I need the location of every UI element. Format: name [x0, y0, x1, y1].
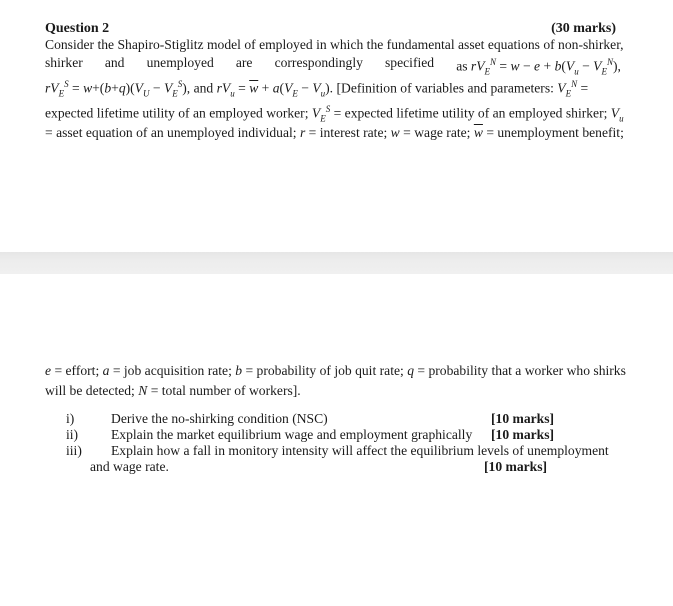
item-text-continued: and wage rate. [90, 459, 169, 474]
paragraph-line-7: will be detected; N = total number of workers]. [45, 383, 301, 398]
paragraph-line-5: = asset equation of an unemployed individual; r = interest rate; w = wage rate; $\overline{w}$ = unemployment benefit; [45, 125, 624, 140]
paragraph-line-1: Consider the Shapiro-Stiglitz model of employed in which the fundamental asset equations of non-shirker, [45, 37, 624, 52]
item-text: Explain how a fall in monitory intensity will affect the equilibrium levels of unemployment [111, 443, 609, 458]
item-number: ii) [66, 427, 79, 442]
question-marks: (30 marks) [551, 21, 616, 36]
item-number: i) [66, 411, 75, 426]
paragraph-line-6: e = effort; a = job acquisition rate; b = probability of job quit rate; q = probability that a worker who shirks [45, 363, 626, 378]
word: specified [385, 55, 435, 70]
item-marks: [10 marks] [484, 459, 548, 474]
question-header [45, 21, 620, 37]
word: shirker [45, 55, 83, 70]
question-title: Question 2 [45, 21, 110, 36]
paragraph-line-4: expected lifetime utility of an employed worker; $V_E^S$ = expected lifetime utility of an employed shirker; $V_u$ [45, 104, 624, 124]
word: correspondingly [274, 55, 363, 70]
item-marks: [10 marks] [491, 427, 555, 442]
document-page-2 [0, 274, 673, 606]
page-separator [0, 252, 673, 274]
item-number: iii) [66, 443, 82, 458]
word: are [235, 55, 253, 70]
paragraph-line-3: $rV_E^S = w+(b+q)(V_U - V_E^S)$, and $rV_u = \overline{w} + a(V_E - V_u)$. [Definition of variables and parameters: $V_E^N$ = [45, 79, 589, 99]
item-text: Derive the no-shirking condition (NSC) [111, 411, 328, 426]
document-page-1 [0, 0, 673, 252]
word: unemployed [146, 55, 214, 70]
equation-non-shirker: as $rV_E^N = w - e + b(V_u - V_E^N)$, [456, 57, 621, 77]
item-text: Explain the market equilibrium wage and employment graphically [111, 427, 473, 442]
item-marks: [10 marks] [491, 411, 555, 426]
word: and [104, 55, 125, 70]
